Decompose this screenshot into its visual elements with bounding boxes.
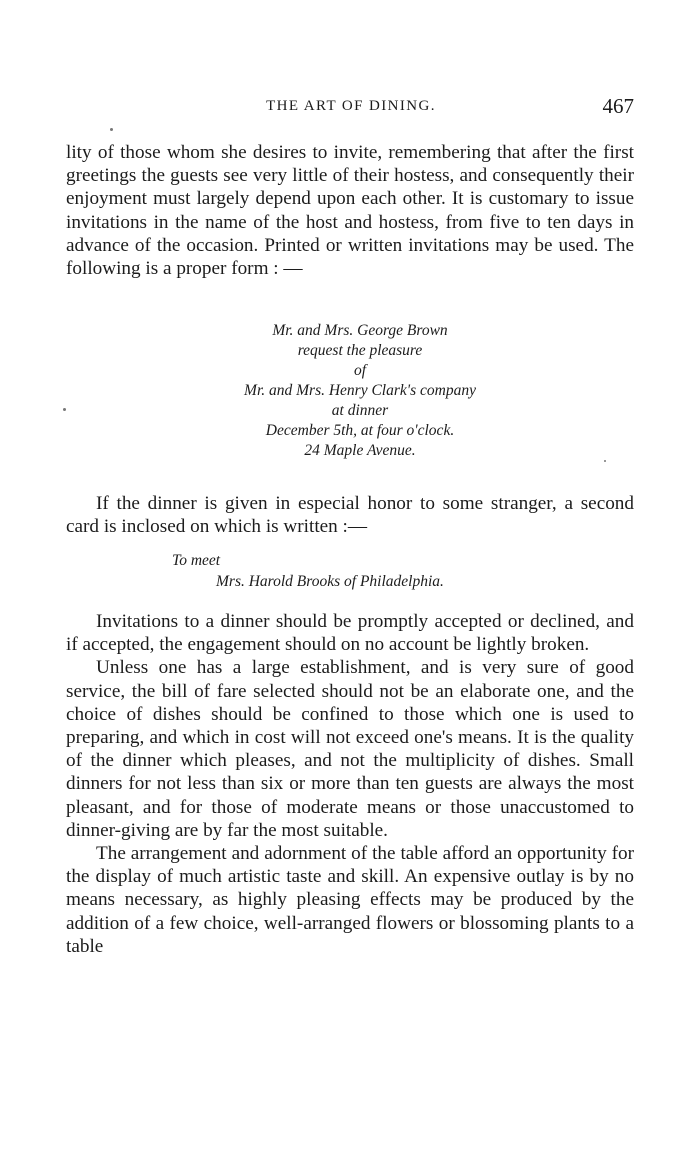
invitation-line: 24 Maple Avenue. xyxy=(304,442,416,459)
paragraph: Invitations to a dinner should be promptly accepted or declined, and if accepted, the engagement should on no account be lightly broken. xyxy=(66,611,634,656)
intro-text xyxy=(66,141,634,280)
invitation-line: request the pleasure xyxy=(297,342,423,359)
main-text xyxy=(66,610,634,958)
ink-speck xyxy=(63,408,66,411)
invitation-line: Mr. and Mrs. Henry Clark's company xyxy=(244,382,476,399)
invitation-line: at dinner xyxy=(331,402,389,419)
to-meet-line: To meet xyxy=(172,552,221,569)
stranger-text xyxy=(66,492,634,538)
to-meet-line: Mrs. Harold Brooks of Philadelphia. xyxy=(216,573,444,590)
ink-speck xyxy=(110,128,113,131)
invitation-line: December 5th, at four o'clock. xyxy=(265,422,455,439)
paragraph: The arrangement and adornment of the table afford an opportunity for the display of much artistic taste and skill. An expensive outlay is by no means necessary, as highly pleasing effects may be produced by the addition of a few choice, well-arranged flowers or blossoming plants to a table xyxy=(66,843,634,957)
invitation-line: of xyxy=(353,362,367,379)
page-number: 467 xyxy=(602,94,634,118)
paragraph: Unless one has a large establishment, and is very sure of good service, the bill of fare selected should not be an elaborate one, and the choice of dishes should be confined to those which one is used to preparing, and which in cost will not exceed one's means. It is the quality of the dinner which pleases, and not the multiplicity of dishes. Small dinners for not less than six or more than ten guests are always the most pleasant, and for those of moderate means or those unaccustomed to dinner-giving are by far the most suitable. xyxy=(66,657,634,841)
ink-speck xyxy=(604,460,606,462)
page-header xyxy=(66,94,636,124)
intro-paragraph: lity of those whom she desires to invite, remembering that after the first greetings the guests see very little of their hostess, and consequently their enjoyment must largely depend upon each other. It is customary to issue invitations in the name of the host and hostess, from five to ten days in advance of the occasion. Printed or written invitations may be used. The following is a proper form : — xyxy=(66,142,634,280)
invitation-card xyxy=(150,321,570,461)
running-head: THE ART OF DINING. xyxy=(266,98,436,114)
stranger-paragraph: If the dinner is given in especial honor to some stranger, a second card is inclosed on which is written :— xyxy=(66,493,634,538)
to-meet-card xyxy=(172,550,444,592)
invitation-line: Mr. and Mrs. George Brown xyxy=(272,322,448,339)
